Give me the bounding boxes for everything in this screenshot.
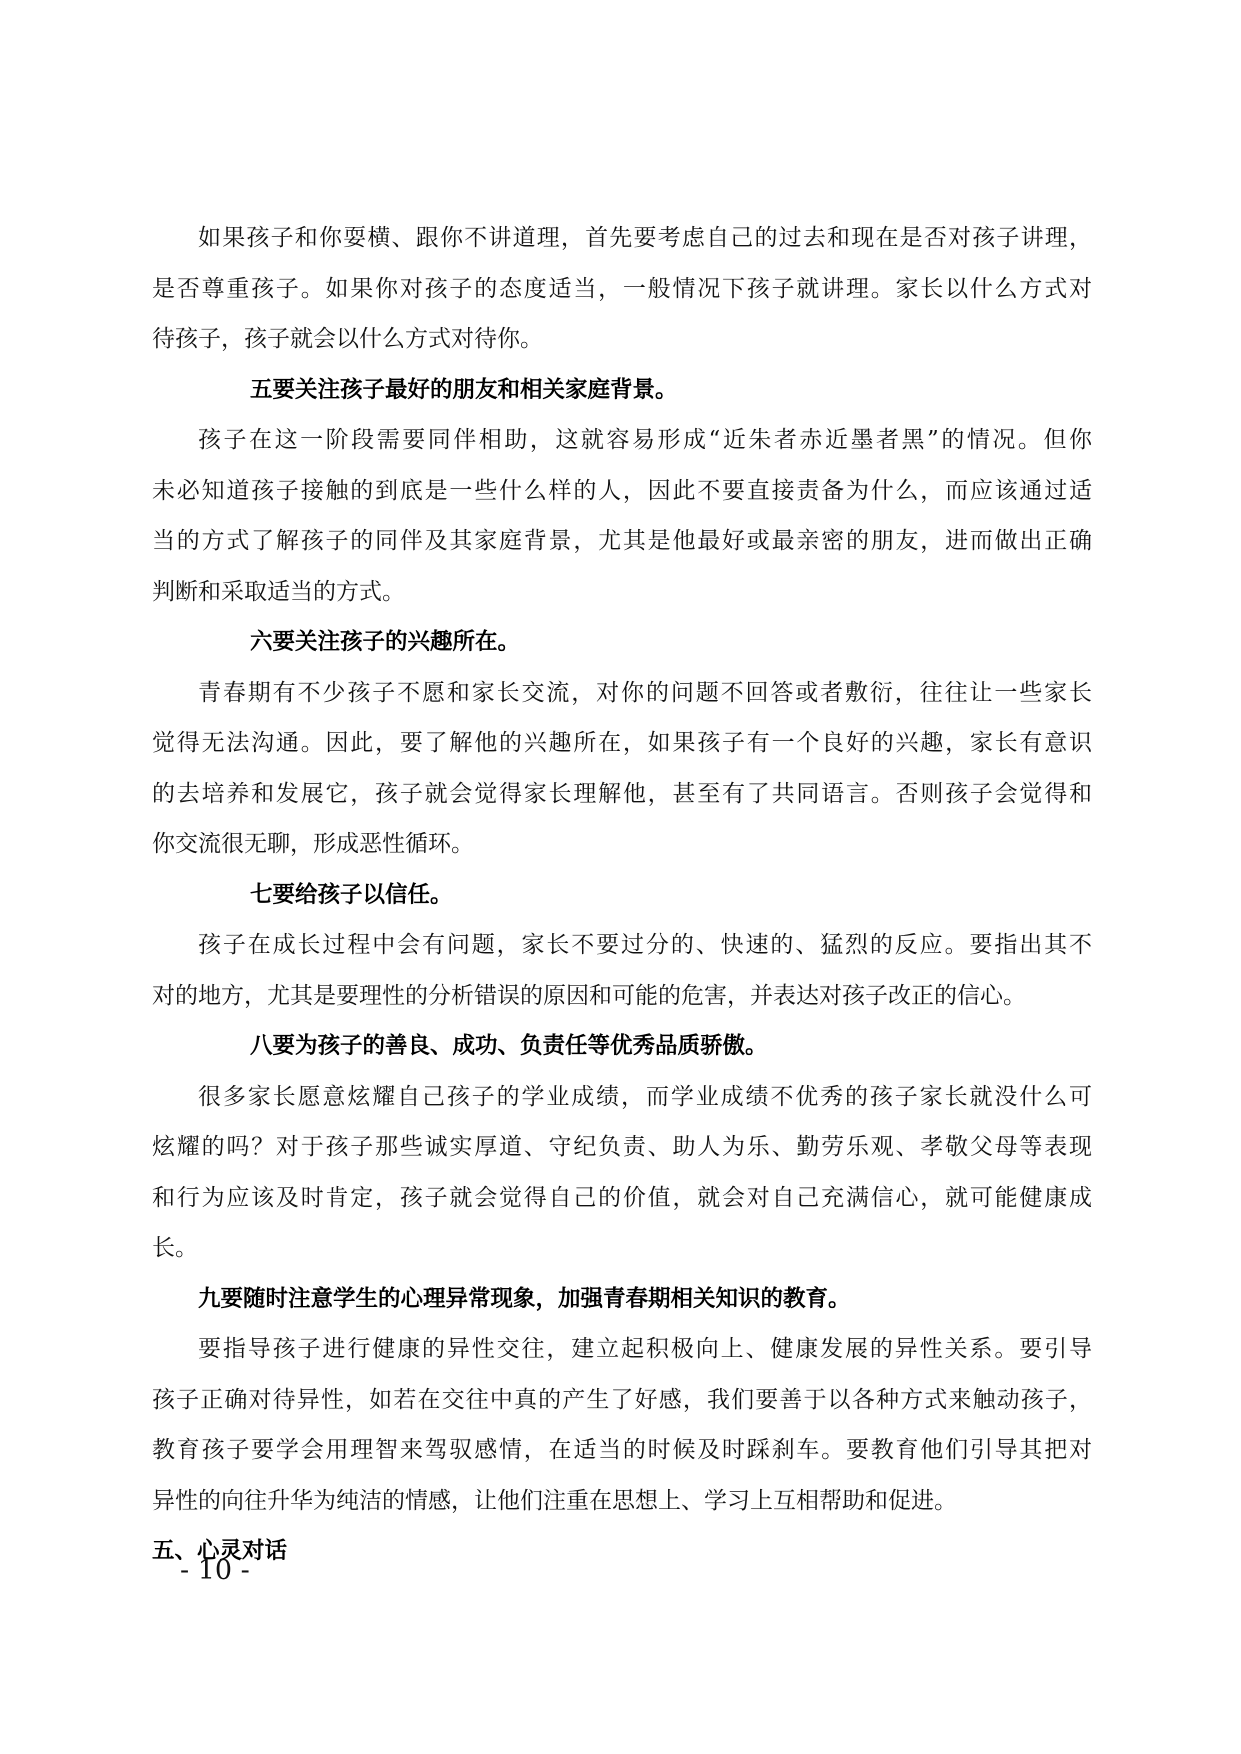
paragraph-line: 异性的向往升华为纯洁的情感，让他们注重在思想上、学习上互相帮助和促进。 [152,1487,957,1514]
paragraph-line: 未必知道孩子接触的到底是一些什么样的人，因此不要直接责备为什么，而应该通过适 [152,477,1092,504]
paragraph [152,213,1092,365]
subsection-heading: 五要关注孩子最好的朋友和相关家庭背景。 [250,376,678,403]
paragraph-line: 如果孩子和你耍横、跟你不讲道理，首先要考虑自己的过去和现在是否对孩子讲理， [198,225,1092,251]
paragraph-line: 孩子正确对待异性，如若在交往中真的产生了好感，我们要善于以各种方式来触动孩子， [152,1386,1092,1413]
paragraph [152,1072,1092,1274]
paragraph-line: 你交流很无聊，形成恶性循环。 [152,831,474,857]
paragraph-line: 青春期有不少孩子不愿和家长交流，对你的问题不回答或者敷衍，往往让一些家长 [198,679,1092,706]
paragraph-line: 孩子在成长过程中会有问题，家长不要过分的、快速的、猛烈的反应。要指出其不 [198,932,1092,958]
paragraph-line: 很多家长愿意炫耀自己孩子的学业成绩，而学业成绩不优秀的孩子家长就没什么可 [198,1083,1092,1110]
section-heading: 五、心灵对话 [152,1538,288,1564]
paragraph [152,415,1092,617]
subsection-heading: 九要随时注意学生的心理异常现象，加强青春期相关知识的教育。 [198,1285,851,1312]
paragraph-line: 判断和采取适当的方式。 [152,578,405,605]
paragraph-line: 要指导孩子进行健康的异性交往，建立起积极向上、健康发展的异性关系。要引导 [198,1336,1092,1362]
paragraph [152,1324,1092,1526]
paragraph-line: 对的地方，尤其是要理性的分析错误的原因和可能的危害，并表达对孩子改正的信心。 [152,982,1026,1009]
subsection-heading: 六要关注孩子的兴趣所在。 [250,629,521,655]
paragraph-line: 和行为应该及时肯定，孩子就会觉得自己的价值，就会对自己充满信心，就可能健康成 [152,1184,1092,1211]
paragraph-line: 教育孩子要学会用理智来驾驭感情，在适当的时候及时踩刹车。要教育他们引导其把对 [152,1437,1092,1463]
paragraph-line: 待孩子，孩子就会以什么方式对待你。 [152,326,543,352]
document-body [152,213,1092,1577]
paragraph-line: 炫耀的吗？对于孩子那些诚实厚道、守纪负责、助人为乐、勤劳乐观、孝敬父母等表现 [152,1134,1092,1160]
paragraph-line: 孩子在这一阶段需要同伴相助，这就容易形成“近朱者赤近墨者黑”的情况。但你 [198,427,1092,453]
subsection-heading: 七要给孩子以信任。 [250,881,453,908]
paragraph [152,668,1092,870]
paragraph-line: 当的方式了解孩子的同伴及其家庭背景，尤其是他最好或最亲密的朋友，进而做出正确 [152,528,1092,554]
paragraph-line: 觉得无法沟通。因此，要了解他的兴趣所在，如果孩子有一个良好的兴趣，家长有意识 [152,730,1092,756]
paragraph-line: 是否尊重孩子。如果你对孩子的态度适当，一般情况下孩子就讲理。家长以什么方式对 [152,275,1092,302]
paragraph [152,920,1092,1021]
page-number: - 10 - [180,1555,250,1586]
paragraph-line: 的去培养和发展它，孩子就会觉得家长理解他，甚至有了共同语言。否则孩子会觉得和 [152,780,1092,807]
subsection-heading: 八要为孩子的善良、成功、负责任等优秀品质骄傲。 [250,1033,768,1059]
paragraph-line: 长。 [152,1235,198,1261]
